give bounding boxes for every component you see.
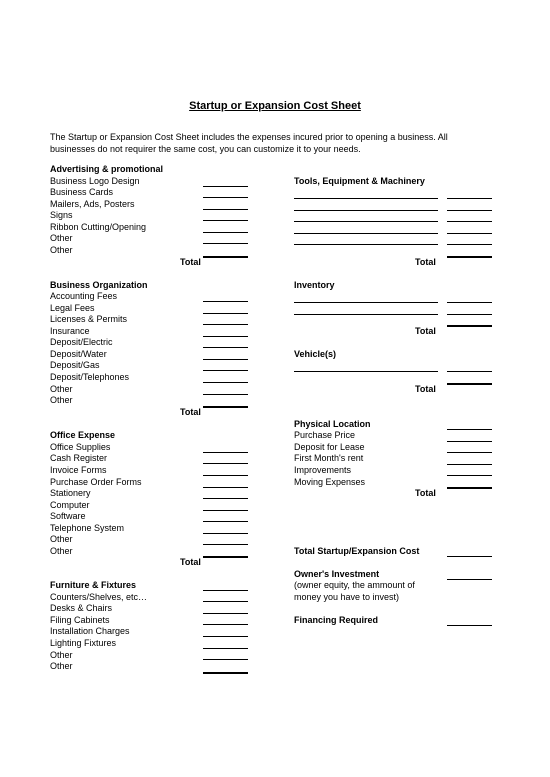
total-line[interactable] (447, 325, 492, 327)
description-line[interactable] (294, 210, 438, 211)
list-item: Mailers, Ads, Posters (50, 199, 135, 209)
amount-line[interactable] (203, 301, 248, 302)
list-item: Stationery (50, 488, 91, 498)
financing-line[interactable] (447, 625, 492, 626)
total-cost-line[interactable] (447, 556, 492, 557)
list-item: Ribbon Cutting/Opening (50, 222, 147, 232)
amount-line[interactable] (203, 463, 248, 464)
total-line[interactable] (203, 556, 248, 558)
list-item: Other (50, 546, 73, 556)
list-item: Filing Cabinets (50, 615, 110, 625)
list-item: Other (50, 650, 73, 660)
amount-line[interactable] (203, 590, 248, 591)
total-line[interactable] (447, 487, 492, 489)
vehicles-heading: Vehicle(s) (294, 349, 337, 359)
amount-line[interactable] (203, 510, 248, 511)
page-title: Startup or Expansion Cost Sheet (189, 100, 361, 112)
amount-line[interactable] (203, 382, 248, 383)
list-item: Other (50, 245, 73, 255)
amount-line[interactable] (203, 220, 248, 221)
list-item: First Month's rent (294, 453, 364, 463)
list-item: Lighting Fixtures (50, 638, 117, 648)
list-item: Office Supplies (50, 442, 111, 452)
amount-line[interactable] (203, 475, 248, 476)
intro-paragraph: The Startup or Expansion Cost Sheet includes the expenses incured prior to opening a business. All businesses do not requirer the same cost, you can customize it to your needs. (50, 132, 448, 154)
amount-line[interactable] (203, 648, 248, 649)
list-item: Insurance (50, 326, 90, 336)
amount-line[interactable] (447, 429, 492, 430)
list-item: Moving Expenses (294, 477, 366, 487)
advertising-heading: Advertising & promotional (50, 164, 164, 174)
total-line[interactable] (447, 383, 492, 385)
list-item: Other (50, 233, 73, 243)
office-expense-heading: Office Expense (50, 430, 116, 440)
tools-heading: Tools, Equipment & Machinery (294, 176, 425, 186)
business-org-total-label: Total (180, 407, 201, 417)
amount-line[interactable] (203, 624, 248, 625)
owners-investment-note: (owner equity, the ammount of (294, 580, 415, 590)
amount-line[interactable] (203, 359, 248, 360)
list-item: Deposit/Gas (50, 360, 100, 370)
inventory-total-label: Total (415, 326, 436, 336)
description-line[interactable] (294, 314, 438, 315)
list-item: Business Logo Design (50, 176, 140, 186)
amount-line[interactable] (203, 521, 248, 522)
list-item: Other (50, 384, 73, 394)
list-item: Deposit/Electric (50, 337, 113, 347)
amount-line[interactable] (203, 209, 248, 210)
amount-line[interactable] (447, 210, 492, 211)
owners-investment-note: money you have to invest) (294, 592, 400, 602)
list-item: Cash Register (50, 453, 108, 463)
amount-line[interactable] (447, 244, 492, 245)
list-item: Deposit/Water (50, 349, 107, 359)
amount-line[interactable] (203, 347, 248, 348)
list-item: Accounting Fees (50, 291, 118, 301)
amount-line[interactable] (447, 452, 492, 453)
description-line[interactable] (294, 371, 438, 372)
list-item: Invoice Forms (50, 465, 107, 475)
list-item: Installation Charges (50, 626, 130, 636)
physical-location-total-label: Total (415, 488, 436, 498)
amount-line[interactable] (447, 475, 492, 476)
list-item: Telephone System (50, 523, 125, 533)
amount-line[interactable] (203, 487, 248, 488)
total-line[interactable] (203, 256, 248, 258)
amount-line[interactable] (203, 324, 248, 325)
amount-line[interactable] (447, 302, 492, 303)
amount-line[interactable] (203, 232, 248, 233)
amount-line[interactable] (203, 336, 248, 337)
amount-line[interactable] (447, 198, 492, 199)
amount-line[interactable] (203, 636, 248, 637)
list-item: Software (50, 511, 86, 521)
list-item: Legal Fees (50, 303, 95, 313)
amount-line[interactable] (447, 441, 492, 442)
owners-investment-heading: Owner's Investment (294, 569, 380, 579)
list-item: Desks & Chairs (50, 603, 113, 613)
amount-line[interactable] (203, 544, 248, 545)
list-item: Other (50, 661, 73, 671)
amount-line[interactable] (203, 533, 248, 534)
advertising-total-label: Total (180, 257, 201, 267)
amount-line[interactable] (203, 186, 248, 187)
amount-line[interactable] (447, 233, 492, 234)
vehicles-total-label: Total (415, 384, 436, 394)
total-cost-label: Total Startup/Expansion Cost (294, 546, 420, 556)
amount-line[interactable] (203, 659, 248, 660)
description-line[interactable] (294, 221, 438, 222)
amount-line[interactable] (203, 613, 248, 614)
description-line[interactable] (294, 302, 438, 303)
list-item: Other (50, 534, 73, 544)
amount-line[interactable] (447, 221, 492, 222)
total-line[interactable] (203, 406, 248, 408)
amount-line[interactable] (203, 498, 248, 499)
amount-line[interactable] (203, 243, 248, 244)
total-line[interactable] (447, 256, 492, 258)
list-item: Licenses & Permits (50, 314, 128, 324)
inventory-heading: Inventory (294, 280, 335, 290)
list-item: Signs (50, 210, 73, 220)
description-line[interactable] (294, 233, 438, 234)
amount-line[interactable] (203, 601, 248, 602)
business-org-heading: Business Organization (50, 280, 148, 290)
list-item: Counters/Shelves, etc… (50, 592, 148, 602)
amount-line[interactable] (447, 464, 492, 465)
amount-line[interactable] (203, 394, 248, 395)
list-item: Business Cards (50, 187, 114, 197)
furniture-heading: Furniture & Fixtures (50, 580, 137, 590)
list-item: Computer (50, 500, 90, 510)
amount-line[interactable] (447, 371, 492, 372)
financing-label: Financing Required (294, 615, 379, 625)
office-expense-total-label: Total (180, 557, 201, 567)
description-line[interactable] (294, 244, 438, 245)
amount-line[interactable] (447, 314, 492, 315)
amount-line[interactable] (203, 452, 248, 453)
physical-location-heading: Physical Location (294, 419, 371, 429)
amount-line[interactable] (203, 370, 248, 371)
list-item: Other (50, 395, 73, 405)
description-line[interactable] (294, 198, 438, 199)
list-item: Purchase Order Forms (50, 477, 142, 487)
total-line[interactable] (203, 672, 248, 674)
list-item: Deposit for Lease (294, 442, 365, 452)
owners-investment-line[interactable] (447, 579, 492, 580)
list-item: Purchase Price (294, 430, 356, 440)
list-item: Improvements (294, 465, 352, 475)
tools-total-label: Total (415, 257, 436, 267)
amount-line[interactable] (203, 197, 248, 198)
amount-line[interactable] (203, 313, 248, 314)
list-item: Deposit/Telephones (50, 372, 130, 382)
